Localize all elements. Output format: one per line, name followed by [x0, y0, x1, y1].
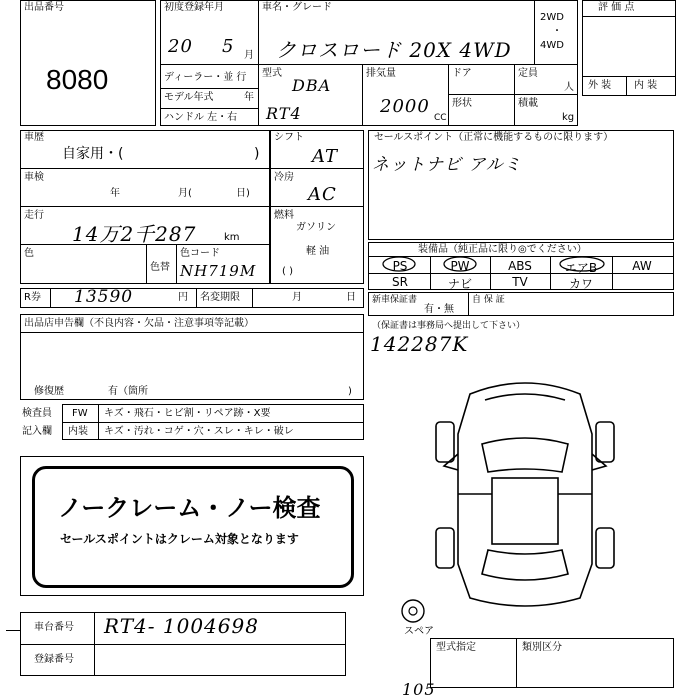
inspection-day: 日): [236, 188, 250, 199]
exterior-label: 外 装: [588, 80, 612, 91]
ac-value: AC: [308, 184, 337, 205]
type-designation-label: 型式指定: [436, 642, 476, 653]
equip-sr: SR: [392, 275, 408, 289]
entry-label: 記入欄: [22, 426, 52, 437]
inspector-exterior: FW: [72, 408, 88, 419]
fuel-paren: ( ): [282, 266, 293, 277]
displacement-unit: CC: [434, 113, 447, 123]
fuel-label: 燃料: [274, 210, 294, 221]
report-label: 出品店申告欄（不良内容・欠品・注意事項等記載）: [24, 318, 254, 329]
sales-point-label: セールスポイント（正常に機能するものに限ります）: [374, 132, 614, 143]
color-label: 色: [24, 248, 34, 259]
equip-abs: ABS: [508, 259, 532, 273]
color-change-label: 色替: [150, 262, 170, 273]
mark-pw: [444, 257, 476, 271]
recycle-value: 13590: [74, 287, 134, 307]
equipment-label: 装備品（純正品に限り◎でください）: [418, 244, 587, 255]
equipment-marks: [368, 256, 674, 276]
reg-month: 5: [222, 36, 235, 57]
color-code-label: 色コード: [180, 248, 220, 259]
warranty-note: （保証書は事務局へ提出して下さい）: [372, 321, 526, 331]
stamp-note: セールスポイントはクレーム対象となります: [60, 532, 299, 546]
ac-label: 冷房: [274, 172, 294, 183]
type-label: 型式: [262, 68, 282, 79]
shift-label: シフト: [274, 132, 304, 143]
car-windshield: [482, 438, 568, 472]
car-hood: [485, 394, 565, 400]
spare-warranty-label: 自 保 証: [472, 295, 505, 305]
lot-box: [20, 0, 156, 126]
inspection-month: 月(: [178, 188, 192, 199]
type-value-2: RT4: [266, 104, 302, 123]
recycle-unit: 円: [178, 292, 188, 303]
bottom-note: 105: [402, 680, 436, 699]
color-code-value: NH719M: [180, 262, 257, 280]
inspector-label: 検査員: [22, 408, 52, 419]
equip-leather: カワ: [568, 277, 593, 291]
reg-month-unit: 月: [244, 50, 254, 61]
drive-2wd: 2WD: [540, 12, 564, 23]
name-label: 車名・グレード: [262, 2, 332, 13]
history-label: 車歴: [24, 132, 44, 143]
repair-label: 修復歴: [34, 386, 64, 397]
equip-ps: PS: [392, 259, 408, 273]
sales-point-value: ネットナビ アルミ: [372, 155, 522, 175]
mileage-label: 走行: [24, 210, 44, 221]
reg-label: 初度登録年月: [164, 2, 224, 13]
equip-tv: TV: [512, 275, 528, 289]
spare-tire-icon: [398, 596, 428, 626]
inspector-exterior-items: キズ・飛石・ヒビ割・リペア跡・X要: [104, 408, 271, 419]
model-year-unit: 年: [244, 92, 254, 103]
mark-airbag: [560, 257, 604, 271]
lot-number: 8080: [46, 64, 109, 95]
model-year-label: モデル年式: [164, 92, 214, 103]
displacement-value: 2000: [380, 96, 430, 117]
equip-pw: PW: [450, 259, 470, 273]
handle-label: ハンドル 左・右: [164, 112, 238, 123]
history-box: [20, 130, 270, 284]
registration-label: 登録番号: [34, 654, 74, 665]
shift-value: AT: [312, 146, 339, 167]
capacity-label: 定員: [518, 68, 538, 79]
wheel-rear-right: [596, 528, 614, 568]
history-value: 自家用・(: [62, 146, 124, 162]
history-close: ): [254, 146, 260, 162]
lot-label: 出品番号: [24, 2, 64, 13]
displacement-label: 排気量: [366, 68, 396, 79]
capacity-unit: 人: [564, 82, 574, 93]
mark-ps: [383, 257, 415, 271]
wheel-rear-left: [436, 528, 454, 568]
repair-close: ): [348, 386, 352, 397]
load-label: 積載: [518, 98, 538, 109]
interior-label: 内 装: [634, 80, 658, 91]
sales-point-box: [368, 130, 674, 240]
type-value-1: DBA: [292, 76, 332, 95]
shape-label: 形状: [452, 98, 472, 109]
fuel-value: ガソリン: [296, 222, 336, 233]
name-value: クロスロード 20X 4WD: [276, 38, 512, 62]
chassis-label: 車台番号: [34, 622, 74, 633]
car-roof: [492, 478, 558, 544]
category-label: 類別区分: [522, 642, 562, 653]
evaluation-label: 評 価 点: [598, 2, 635, 13]
drive-4wd: 4WD: [540, 40, 564, 51]
spare-label: スペア: [404, 626, 434, 637]
warranty-value: 有・無: [424, 304, 454, 315]
car-diagram: [430, 374, 620, 614]
equip-airbag: エアB: [564, 261, 598, 275]
load-unit: kg: [562, 112, 575, 123]
equip-navi: ナビ: [447, 277, 472, 291]
nameplate-label: 名変期限: [200, 292, 240, 303]
recycle-label: R券: [24, 292, 41, 303]
reg-year: 20: [168, 36, 193, 57]
fuel-option-2: 軽 油: [306, 246, 330, 257]
mileage-unit: km: [224, 232, 240, 243]
nameplate-day: 日: [346, 292, 356, 303]
equip-aw: AW: [632, 259, 652, 273]
warranty-mileage: 142287K: [370, 332, 469, 356]
mileage-value: 14万2千287: [72, 222, 197, 246]
wheel-front-right: [596, 422, 614, 462]
nameplate-month: 月: [292, 292, 302, 303]
drive-dot: ・: [552, 26, 562, 37]
door-label: ドア: [452, 68, 472, 79]
inspection-year: 年: [110, 188, 120, 199]
warranty-label: 新車保証書: [372, 295, 418, 305]
stamp-title: ノークレーム・ノー検査: [58, 494, 321, 522]
inspection-label: 車検: [24, 172, 44, 183]
no-claim-stamp: [32, 466, 354, 588]
entry-interior-items: キズ・汚れ・コゲ・穴・スレ・キレ・破レ: [104, 426, 294, 437]
car-rear-window: [482, 550, 568, 580]
chassis-value: RT4- 1004698: [104, 614, 259, 638]
recycle-box: [20, 288, 364, 308]
entry-interior: 内装: [68, 426, 88, 437]
wheel-front-left: [436, 422, 454, 462]
repair-value: 有（箇所: [108, 386, 148, 397]
dealer-label: ディーラー・並 行: [164, 72, 247, 83]
